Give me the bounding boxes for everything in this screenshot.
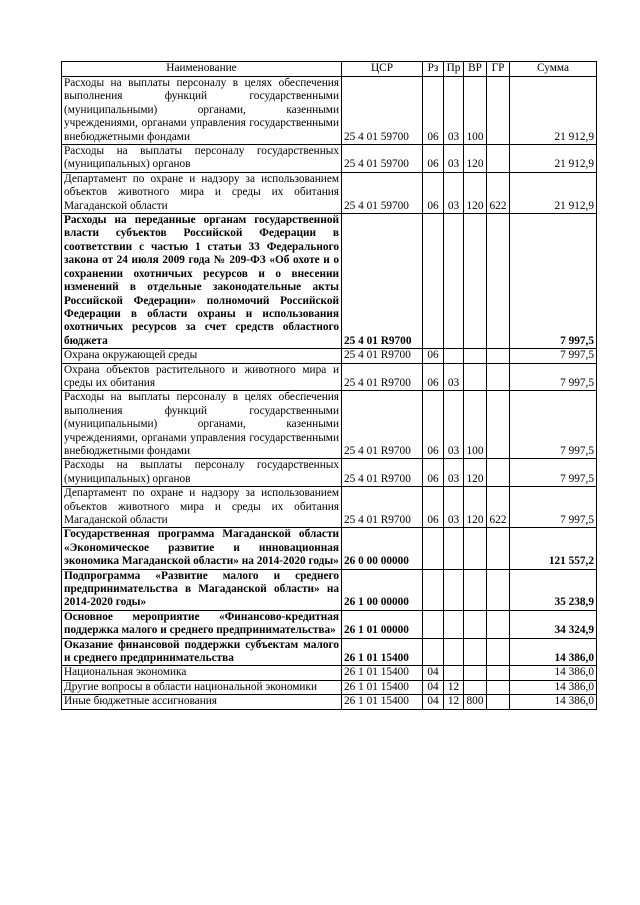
cell-gr	[487, 214, 510, 349]
cell-csr: 25 4 01 59700	[342, 77, 423, 145]
cell-name: Расходы на выплаты персоналу государственных (муниципальных) органов	[62, 459, 342, 487]
cell-rz: 06	[423, 349, 444, 363]
cell-rz: 04	[423, 695, 444, 709]
cell-pr: 03	[444, 145, 464, 173]
table-row	[62, 363, 597, 391]
header-sum: Сумма	[510, 62, 597, 77]
cell-rz	[423, 214, 444, 349]
cell-gr: 622	[487, 487, 510, 528]
cell-gr	[487, 666, 510, 680]
cell-vr: 120	[464, 145, 487, 173]
cell-sum: 35 238,9	[510, 569, 597, 610]
cell-gr	[487, 610, 510, 638]
cell-csr: 26 1 00 00000	[342, 569, 423, 610]
cell-rz	[423, 610, 444, 638]
cell-sum: 34 324,9	[510, 610, 597, 638]
cell-sum: 21 912,9	[510, 77, 597, 145]
cell-gr	[487, 695, 510, 709]
cell-csr: 25 4 01 R9700	[342, 349, 423, 363]
table-row	[62, 172, 597, 213]
cell-sum: 14 386,0	[510, 680, 597, 694]
cell-csr: 25 4 01 59700	[342, 172, 423, 213]
cell-vr	[464, 666, 487, 680]
cell-gr	[487, 459, 510, 487]
cell-pr: 03	[444, 77, 464, 145]
cell-vr	[464, 349, 487, 363]
cell-sum: 14 386,0	[510, 695, 597, 709]
cell-rz: 06	[423, 77, 444, 145]
cell-name: Государственная программа Магаданской области «Экономическое развитие и инновационная экономика Магаданской области» на 2014-2020 годы»	[62, 528, 342, 569]
cell-name: Основное мероприятие «Финансово-кредитная поддержка малого и среднего предпринимательства»	[62, 610, 342, 638]
cell-name: Департамент по охране и надзору за использованием объектов животного мира и среды их обитания Магаданской области	[62, 172, 342, 213]
budget-table	[61, 61, 597, 710]
cell-name: Подпрограмма «Развитие малого и среднего предпринимательства в Магаданской области» на 2014-2020 годы»	[62, 569, 342, 610]
header-rz: Рз	[423, 62, 444, 77]
cell-name: Расходы на выплаты персоналу в целях обеспечения выполнения функций государственными (муниципальными) органами, казенными учреждениями, органами управления государственными внебюджетными фондами	[62, 391, 342, 459]
cell-sum: 7 997,5	[510, 459, 597, 487]
cell-vr	[464, 610, 487, 638]
header-pr: Пр	[444, 62, 464, 77]
cell-rz: 06	[423, 172, 444, 213]
header-gr: ГР	[487, 62, 510, 77]
header-vr: ВР	[464, 62, 487, 77]
cell-pr	[444, 214, 464, 349]
table-row	[62, 695, 597, 709]
cell-sum: 21 912,9	[510, 145, 597, 173]
table-row	[62, 349, 597, 363]
cell-rz: 06	[423, 363, 444, 391]
cell-rz: 06	[423, 145, 444, 173]
cell-name: Расходы на выплаты персоналу в целях обеспечения выполнения функций государственными (муниципальными) органами, казенными учреждениями, органами управления государственными внебюджетными фондами	[62, 77, 342, 145]
cell-csr: 25 4 01 R9700	[342, 391, 423, 459]
cell-csr: 25 4 01 R9700	[342, 459, 423, 487]
cell-gr	[487, 680, 510, 694]
cell-pr	[444, 528, 464, 569]
cell-name: Расходы на переданные органам государственной власти субъектов Российской Федерации в соответствии с частью 1 статьи 33 Федерального закона от 24 июля 2009 года № 209-ФЗ «Об охоте и о сохранении охотничьих ресурсов и о внесении изменений в отдельные законодательные акты Российской Федерации» полномочий Российской Федерации в области охраны и использования охотничьих ресурсов за счет средств областного бюджета	[62, 214, 342, 349]
cell-rz: 06	[423, 391, 444, 459]
cell-name: Национальная экономика	[62, 666, 342, 680]
cell-pr: 12	[444, 680, 464, 694]
cell-vr	[464, 638, 487, 666]
header-csr: ЦСР	[342, 62, 423, 77]
cell-gr	[487, 77, 510, 145]
cell-rz: 04	[423, 680, 444, 694]
cell-gr	[487, 363, 510, 391]
cell-csr: 25 4 01 R9700	[342, 363, 423, 391]
cell-vr: 100	[464, 391, 487, 459]
cell-name: Иные бюджетные ассигнования	[62, 695, 342, 709]
cell-gr	[487, 145, 510, 173]
cell-rz: 04	[423, 666, 444, 680]
cell-csr: 26 1 01 15400	[342, 695, 423, 709]
table-header	[62, 62, 597, 77]
cell-vr: 800	[464, 695, 487, 709]
cell-pr	[444, 638, 464, 666]
cell-vr	[464, 528, 487, 569]
cell-csr: 26 1 01 15400	[342, 666, 423, 680]
header-name: Наименование	[62, 62, 342, 77]
cell-csr: 26 1 01 15400	[342, 638, 423, 666]
cell-gr	[487, 569, 510, 610]
table-row	[62, 528, 597, 569]
cell-rz	[423, 569, 444, 610]
cell-vr	[464, 363, 487, 391]
cell-pr: 12	[444, 695, 464, 709]
cell-sum: 121 557,2	[510, 528, 597, 569]
cell-sum: 7 997,5	[510, 363, 597, 391]
cell-csr: 25 4 01 59700	[342, 145, 423, 173]
cell-gr	[487, 528, 510, 569]
cell-rz: 06	[423, 459, 444, 487]
cell-sum: 7 997,5	[510, 391, 597, 459]
cell-vr: 120	[464, 172, 487, 213]
cell-gr: 622	[487, 172, 510, 213]
cell-rz	[423, 528, 444, 569]
cell-csr: 25 4 01 R9700	[342, 214, 423, 349]
cell-pr: 03	[444, 459, 464, 487]
cell-rz	[423, 638, 444, 666]
cell-name: Расходы на выплаты персоналу государственных (муниципальных) органов	[62, 145, 342, 173]
cell-sum: 7 997,5	[510, 487, 597, 528]
cell-rz: 06	[423, 487, 444, 528]
cell-name: Охрана окружающей среды	[62, 349, 342, 363]
table-row	[62, 214, 597, 349]
table-row	[62, 77, 597, 145]
table-row	[62, 487, 597, 528]
cell-name: Департамент по охране и надзору за использованием объектов животного мира и среды их обитания Магаданской области	[62, 487, 342, 528]
cell-pr: 03	[444, 391, 464, 459]
cell-vr: 100	[464, 77, 487, 145]
cell-csr: 25 4 01 R9700	[342, 487, 423, 528]
cell-pr: 03	[444, 487, 464, 528]
table-row	[62, 680, 597, 694]
cell-pr	[444, 569, 464, 610]
cell-vr	[464, 214, 487, 349]
cell-vr	[464, 569, 487, 610]
table-row	[62, 391, 597, 459]
cell-vr: 120	[464, 459, 487, 487]
table-row	[62, 569, 597, 610]
cell-vr: 120	[464, 487, 487, 528]
table-row	[62, 638, 597, 666]
table-row	[62, 610, 597, 638]
cell-sum: 14 386,0	[510, 666, 597, 680]
cell-csr: 26 1 01 15400	[342, 680, 423, 694]
cell-vr	[464, 680, 487, 694]
cell-pr	[444, 610, 464, 638]
table-row	[62, 666, 597, 680]
cell-name: Оказание финансовой поддержки субъектам малого и среднего предпринимательства	[62, 638, 342, 666]
cell-pr	[444, 349, 464, 363]
cell-sum: 21 912,9	[510, 172, 597, 213]
cell-gr	[487, 638, 510, 666]
cell-gr	[487, 349, 510, 363]
cell-sum: 14 386,0	[510, 638, 597, 666]
cell-name: Охрана объектов растительного и животного мира и среды их обитания	[62, 363, 342, 391]
cell-sum: 7 997,5	[510, 349, 597, 363]
cell-csr: 26 1 01 00000	[342, 610, 423, 638]
cell-sum: 7 997,5	[510, 214, 597, 349]
cell-csr: 26 0 00 00000	[342, 528, 423, 569]
cell-name: Другие вопросы в области национальной экономики	[62, 680, 342, 694]
cell-pr: 03	[444, 363, 464, 391]
cell-pr	[444, 666, 464, 680]
cell-gr	[487, 391, 510, 459]
cell-pr: 03	[444, 172, 464, 213]
table-row	[62, 145, 597, 173]
table-row	[62, 459, 597, 487]
